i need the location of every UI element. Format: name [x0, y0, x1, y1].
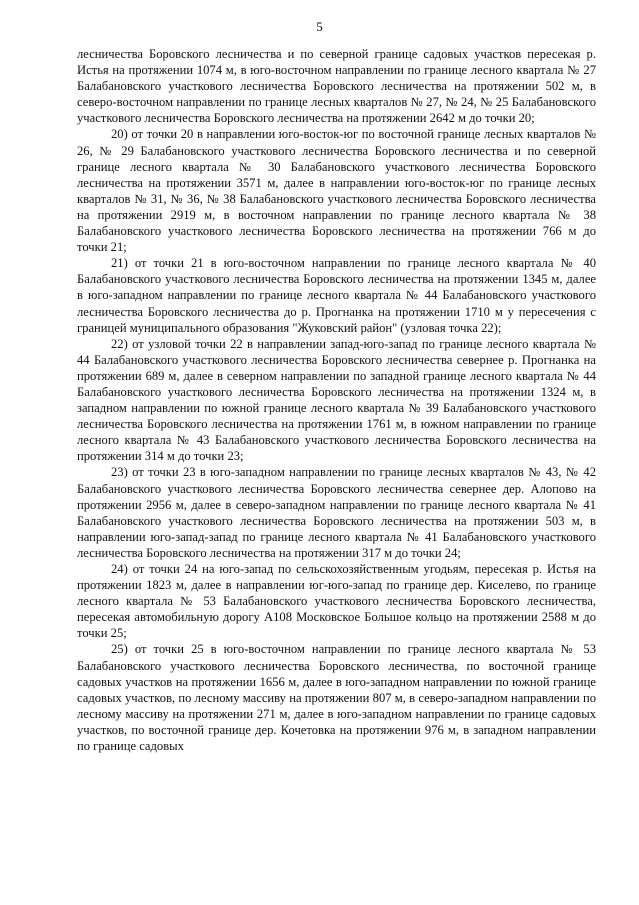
paragraph-item-21: 21) от точки 21 в юго-восточном направлении по границе лесного квартала № 40 Балабановского участкового лесничества Боровского лесничества на протяжении 1345 м, далее в юго-западном направлении по границе лесного квартала № 44 Балабановского участкового лесничества Боровского лесничества до р. Прогнанка на протяжении 1710 м у пересечения с границей муниципального образования "Жуковский район" (узловая точка 22); [77, 256, 596, 335]
paragraph-continuation: лесничества Боровского лесничества и по северной границе садовых участков пересекая р. Истья на протяжении 1074 м, в юго-восточном направлении по границе лесного квартала № 27 Балабановского участкового лесничества Боровского лесничества на протяжении 502 м, в северо-восточном направлении по границе лесных кварталов № 27, № 24, № 25 Балабановского участкового лесничества Боровского лесничества на протяжении 2642 м до точки 20; [77, 47, 596, 126]
paragraph-item-23: 23) от точки 23 в юго-западном направлении по границе лесных кварталов № 43, № 42 Балабановского участкового лесничества Боровского лесничества севернее дер. Алопово на протяжении 2956 м, далее в северо-западном направлении по границе лесного квартала № 41 Балабановского участкового лесничества Боровского лесничества на протяжении 503 м, в направлении юго-запад-запад по границе лесного квартала № 41 Балабановского участкового лесничества Боровского лесничества на протяжении 317 м до точки 24; [77, 465, 596, 560]
paragraph-item-20: 20) от точки 20 в направлении юго-восток-юг по восточной границе лесных кварталов № 26, № 29 Балабановского участкового лесничества Боровского лесничества и по северной границе лесного квартала № 30 Балабановского участкового лесничества Боровского лесничества на протяжении 3571 м, далее в направлении юго-восток-юг по границе лесных кварталов № 31, № 36, № 38 Балабановского участкового лесничества Боровского лесничества на протяжении 2919 м, в восточном направлении по границе лесного квартала № 38 Балабановского участкового лесничества Боровского лесничества на протяжении 766 м до точки 21; [77, 127, 596, 255]
paragraph-item-25: 25) от точки 25 в юго-восточном направлении по границе лесного квартала № 53 Балабановского участкового лесничества Боровского лесничества, по восточной границе садовых участков на протяжении 1656 м, далее в юго-западном направлении по южной границе садовых участков, по лесному массиву на протяжении 807 м, в северо-западном направлении по лесному массиву на протяжении 271 м, далее в юго-западном направлении по границе садовых участков, по восточной границе дер. Кочетовка на протяжении 976 м, в западном направлении по границе садовых [77, 642, 596, 754]
paragraph-item-22: 22) от узловой точки 22 в направлении запад-юго-запад по границе лесного квартала № 44 Балабановского участкового лесничества Боровского лесничества севернее р. Прогнанка на протяжении 689 м, далее в северном направлении по западной границе лесного квартала № 44 Балабановского участкового лесничества Боровского лесничества на протяжении 1324 м, в западном направлении по южной границе лесного квартала № 39 Балабановского участкового лесничества Боровского лесничества на протяжении 1761 м, в южном направлении по границе лесного квартала № 43 Балабановского участкового лесничества Боровского лесничества на протяжении 314 м до точки 23; [77, 336, 596, 464]
document-body [77, 46, 596, 754]
paragraph-item-24: 24) от точки 24 на юго-запад по сельскохозяйственным угодьям, пересекая р. Истья на протяжении 1823 м, далее в направлении юг-юго-запад по границе дер. Киселево, по границе лесного квартала № 53 Балабановского участкового лесничества Боровского лесничества, пересекая автомобильную дорогу А108 Московское Большое кольцо на протяжении 2588 м до точки 25; [77, 562, 596, 641]
page-number: 5 [316, 19, 323, 34]
